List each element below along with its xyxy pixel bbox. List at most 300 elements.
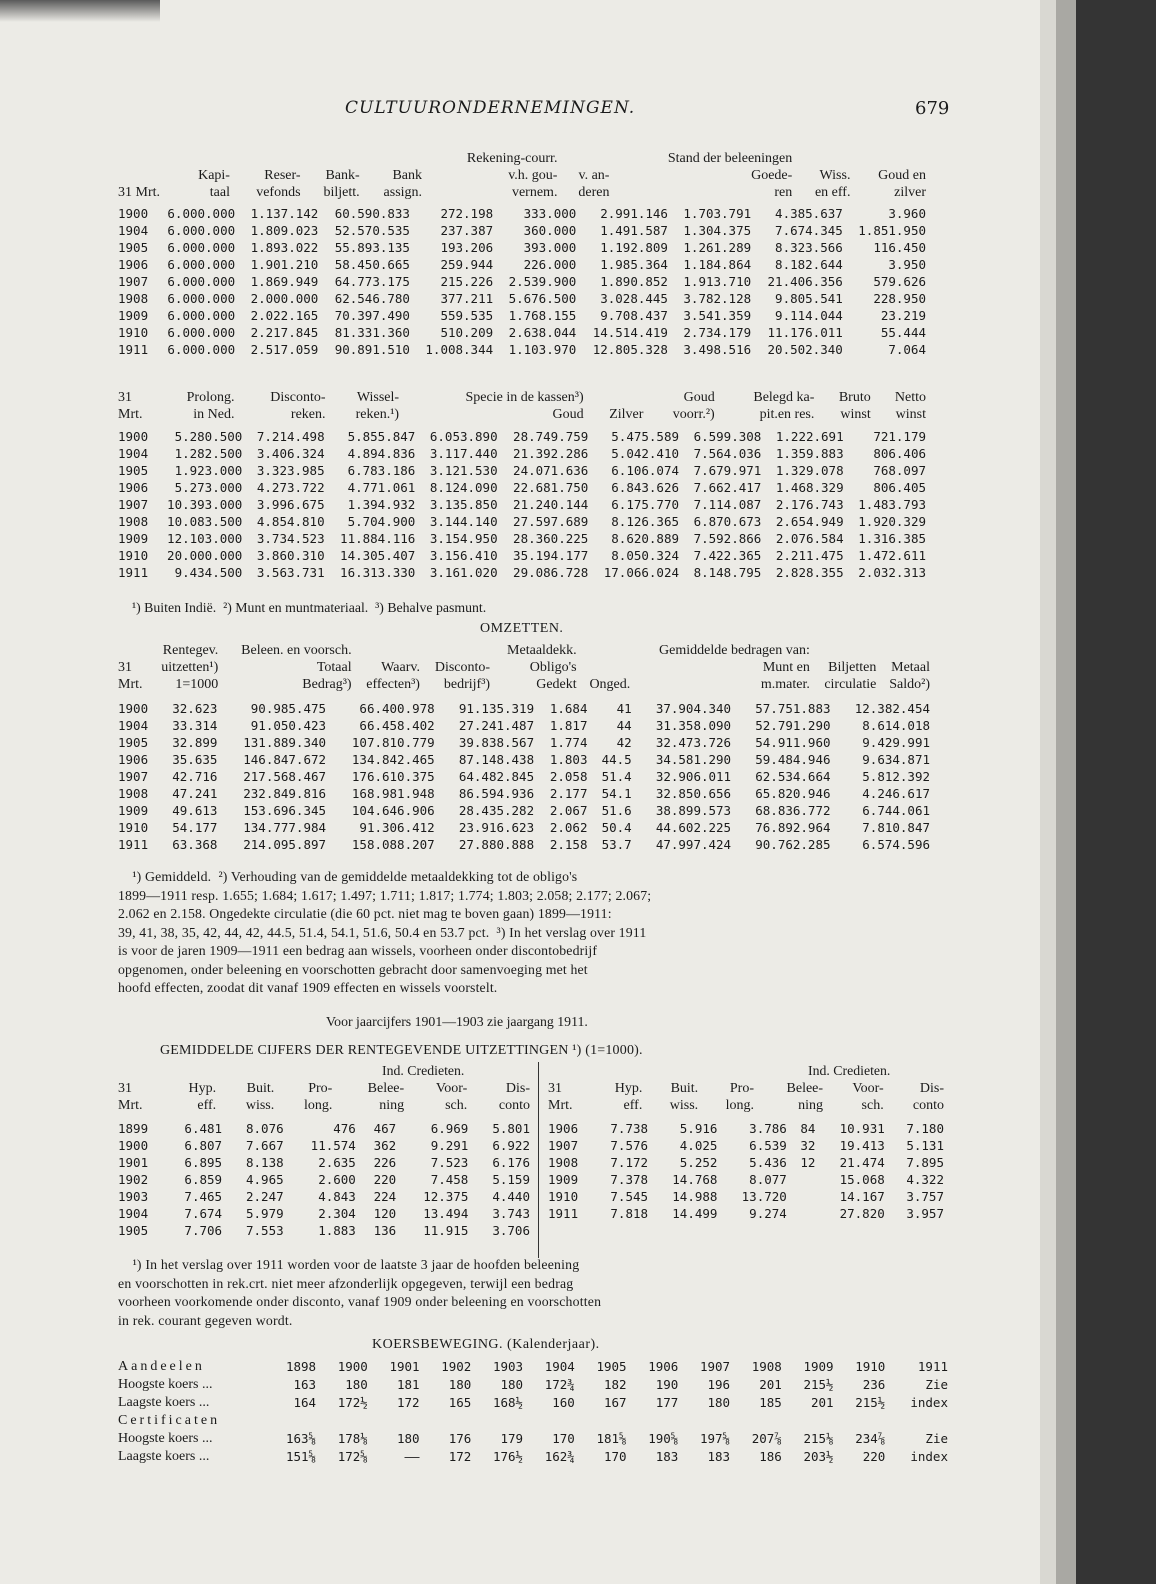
- table-cell: 16.313.330: [340, 565, 416, 580]
- table-cell: 160: [552, 1395, 575, 1410]
- table-cell: 5.475.589: [611, 429, 680, 444]
- table-cell: 1904: [118, 718, 149, 733]
- table-cell: [420, 642, 490, 659]
- table-cell: 203½: [803, 1449, 834, 1464]
- table-cell: Mrt.: [118, 677, 143, 692]
- table-cell: 44: [616, 718, 632, 733]
- table-row: [118, 785, 930, 802]
- table-cell: 1910: [548, 1189, 579, 1204]
- table-cell: 170: [552, 1431, 575, 1446]
- table-cell: 27.597.689: [513, 514, 589, 529]
- table-cell: 1908: [118, 786, 149, 801]
- table-cell: 14.305.407: [340, 548, 416, 563]
- table-cell: 5.855.847: [347, 429, 416, 444]
- table-cell: 176½: [492, 1449, 524, 1464]
- table-cell: 136: [373, 1223, 397, 1238]
- table-cell: 3.154.950: [429, 531, 498, 546]
- table-row: [118, 1188, 530, 1205]
- table-cell: 3.541.359: [683, 308, 752, 323]
- table-cell: 3.498.516: [683, 342, 752, 357]
- table-cell: 7.214.498: [256, 429, 325, 444]
- table-cell: Mrt.: [548, 1098, 573, 1113]
- table-cell: 44.5: [601, 752, 632, 767]
- table-cell: 1.261.289: [683, 240, 752, 255]
- table-cell: 1905: [118, 735, 149, 750]
- table-cell: 2.517.059: [250, 342, 319, 357]
- table-cell: 180: [448, 1377, 472, 1392]
- table-cell: 6.599.308: [693, 429, 762, 444]
- table-cell: 5.801: [492, 1121, 530, 1136]
- table-row: [118, 462, 926, 479]
- table-cell: 1.394.932: [347, 497, 416, 512]
- table-cell: Rekening-courr.: [466, 151, 558, 166]
- table-cell: 3.960: [888, 206, 926, 221]
- table-cell: 197⅝: [699, 1431, 731, 1446]
- table-cell: effecten³): [366, 677, 420, 692]
- table-cell: 6.106.074: [611, 463, 680, 478]
- table-cell: 6.859: [184, 1172, 223, 1187]
- table-cell: 2.076.584: [775, 531, 844, 546]
- table-cell: Laagste koers ...: [118, 1449, 210, 1464]
- table-cell: Goud: [552, 407, 584, 422]
- table-cell: 31: [118, 390, 132, 405]
- table-cell: 28.749.759: [513, 429, 589, 444]
- table-cell: vefonds: [256, 185, 301, 200]
- table-cell: 32.850.656: [655, 786, 732, 801]
- table-cell: [678, 1412, 730, 1430]
- table-cell: Zie: [925, 1377, 948, 1392]
- table-cell: 163⅝: [285, 1431, 317, 1446]
- table-cell: 52.791.290: [755, 718, 831, 733]
- table-cell: Laagste koers ...: [118, 1395, 210, 1410]
- table-row: [118, 290, 926, 307]
- table-row: [118, 1412, 948, 1430]
- table-cell: 11.884.116: [340, 531, 416, 546]
- table-cell: 1907: [699, 1359, 731, 1374]
- gemiddelde-divider: [538, 1062, 539, 1258]
- table-cell: 207⅞: [751, 1431, 782, 1446]
- page-edge: [1040, 0, 1056, 1584]
- table-cell: 4.854.810: [256, 514, 325, 529]
- table-row: [118, 479, 926, 496]
- table-cell: 14.167: [839, 1189, 885, 1204]
- table-cell: 23.916.623: [458, 820, 535, 835]
- header-row: [118, 184, 926, 201]
- table-cell: 6.000.000: [167, 342, 236, 357]
- table-cell: reken.: [290, 407, 326, 422]
- header-row: [118, 659, 930, 676]
- table-cell: 1904: [544, 1359, 575, 1374]
- table-cell: 1.008.344: [425, 342, 494, 357]
- table-row: [118, 513, 926, 530]
- table1-header: [118, 150, 926, 201]
- table-row: [118, 1154, 530, 1171]
- table-cell: 5.159: [492, 1172, 530, 1187]
- table-cell: 42.716: [172, 769, 218, 784]
- omzetten-title: OMZETTEN.: [480, 621, 564, 636]
- table-cell: 66.458.402: [359, 718, 435, 733]
- table-cell: 4.965: [246, 1172, 284, 1187]
- table-cell: Belee-: [367, 1081, 405, 1096]
- table-cell: 1.304.375: [683, 223, 752, 238]
- table-cell: 190⅝: [648, 1431, 679, 1446]
- table-cell: 1.809.023: [250, 223, 319, 238]
- table-row: [118, 1222, 530, 1239]
- header-row: [118, 167, 926, 184]
- table-cell: [352, 642, 420, 659]
- table-cell: 13.494: [423, 1206, 469, 1221]
- table-cell: 2.217.845: [250, 325, 319, 340]
- table-cell: 90.985.475: [250, 701, 327, 716]
- table-cell: 333.000: [523, 206, 577, 221]
- table-cell: 9.291: [430, 1138, 469, 1153]
- table-cell: 1901: [389, 1359, 420, 1374]
- table-cell: [730, 1412, 782, 1430]
- table2-header: [118, 389, 926, 423]
- table-cell: 51.6: [601, 803, 632, 818]
- table-cell: 1904: [118, 1206, 149, 1221]
- gemiddelde-title: GEMIDDELDE CIJFERS DER RENTEGEVENDE UITZETTINGEN ¹) (1=1000).: [160, 1043, 643, 1058]
- table-cell: 11.176.011: [767, 325, 843, 340]
- table-cell: deren: [578, 185, 610, 200]
- table-cell: 170: [603, 1449, 627, 1464]
- table-cell: 17.066.024: [603, 565, 680, 580]
- table-cell: 1910: [855, 1359, 886, 1374]
- table-cell: Totaal: [316, 660, 352, 675]
- gemiddelde-left-table: [118, 1120, 530, 1239]
- table-cell: 6.000.000: [167, 240, 236, 255]
- book-binding: [1076, 0, 1156, 1584]
- table-cell: 181⅝: [596, 1431, 627, 1446]
- table-cell: zilver: [894, 185, 926, 200]
- table-cell: 57.751.883: [755, 701, 831, 716]
- table-cell: Beleen. en voorsch.: [241, 643, 352, 658]
- table-cell: 2.211.475: [775, 548, 844, 563]
- table-cell: 6.539: [749, 1138, 787, 1153]
- table-cell: 7.679.971: [693, 463, 762, 478]
- table-cell: 5.252: [679, 1155, 718, 1170]
- table-cell: 1906: [118, 752, 149, 767]
- table-cell: Hyp.: [614, 1081, 643, 1096]
- table-cell: 1909: [548, 1172, 579, 1187]
- table-cell: 180: [345, 1377, 368, 1392]
- table-cell: 2.022.165: [250, 308, 319, 323]
- table-cell: 1906: [118, 257, 149, 272]
- table-cell: 1907: [118, 274, 149, 289]
- table-cell: 215½: [855, 1395, 886, 1410]
- table-cell: 6.895: [184, 1155, 223, 1170]
- table-cell: 1902: [118, 1172, 149, 1187]
- table-cell: [118, 150, 177, 167]
- table-cell: 5.273.000: [174, 480, 243, 495]
- table-cell: 5.280.500: [174, 429, 243, 444]
- table-cell: 579.626: [873, 274, 926, 289]
- table-cell: 183: [707, 1449, 731, 1464]
- table-row: [118, 1171, 530, 1188]
- table-cell: 10.393.000: [167, 497, 243, 512]
- header-row: [548, 1097, 944, 1114]
- table-cell: 1905: [596, 1359, 627, 1374]
- table-cell: ren: [774, 185, 793, 200]
- table-cell: Belegd ka-: [753, 390, 815, 405]
- table-cell: 7.895: [906, 1155, 944, 1170]
- table-cell: Zilver: [609, 407, 644, 422]
- table-cell: 6.807: [184, 1138, 223, 1153]
- table-cell: Waarv.: [381, 660, 420, 675]
- table-cell: 9.429.991: [862, 735, 930, 750]
- table-cell: 33.314: [172, 718, 218, 733]
- table-cell: 1911: [118, 342, 149, 357]
- table-cell: 5.042.410: [611, 446, 680, 461]
- table-cell: 1.316.385: [858, 531, 926, 546]
- table-cell: 1907: [118, 769, 149, 784]
- table-cell: 134.777.984: [243, 820, 327, 835]
- table-cell: sch.: [445, 1098, 468, 1113]
- table-cell: 362: [373, 1138, 397, 1153]
- table-cell: 1.985.364: [600, 257, 668, 272]
- table-cell: 3.144.140: [429, 514, 498, 529]
- table-cell: 5.812.392: [862, 769, 930, 784]
- table-cell: [264, 1412, 316, 1430]
- table-row: [118, 256, 926, 273]
- table-cell: 1900: [118, 206, 149, 221]
- table-cell: 186: [759, 1449, 782, 1464]
- table-cell: [368, 1412, 420, 1430]
- table-cell: 510.209: [440, 325, 494, 340]
- table-cell: index: [910, 1395, 948, 1410]
- table-cell: 215.226: [440, 274, 494, 289]
- table-cell: 1906: [118, 480, 149, 495]
- table-cell: [787, 1188, 816, 1205]
- table-cell: 28.435.282: [458, 803, 535, 818]
- table-row: [118, 341, 926, 358]
- table-cell: eff.: [197, 1098, 217, 1113]
- table-cell: 2.635: [318, 1155, 356, 1170]
- table-cell: 6.000.000: [167, 223, 236, 238]
- table-cell: Bank-: [325, 168, 360, 183]
- table-cell: 2.067: [549, 803, 588, 818]
- table-cell: 2.032.313: [858, 565, 926, 580]
- table-cell: 153.696.345: [243, 803, 327, 818]
- table-cell: [876, 642, 930, 659]
- table-cell: Voor-: [852, 1081, 884, 1096]
- table-cell: 1906: [648, 1359, 679, 1374]
- table-cell: bedrijf³): [443, 677, 491, 692]
- table-cell: 7.674.345: [775, 223, 843, 238]
- gemiddelde-notes: ¹) In het verslag over 1911 worden voor de laatste 3 jaar de hoofden beleening en voorschotten in rek.crt. niet meer afzonderlijk opgegeven, terwijl een bedrag voorheen voorkomende onder disconto, vanaf 1909 onder beleening en voorschotten in rek. courant gegeven wordt.: [118, 1257, 602, 1328]
- table-cell: 6.574.596: [862, 837, 930, 852]
- header-row: [118, 150, 926, 167]
- table-cell: 1910: [118, 325, 149, 340]
- table-cell: Aandeelen: [118, 1359, 205, 1374]
- table-cell: 162¾: [544, 1449, 575, 1464]
- table-cell: 4.771.061: [347, 480, 416, 495]
- table-cell: 3.323.985: [256, 463, 325, 478]
- table-cell: [523, 1412, 575, 1430]
- table-row: [118, 307, 926, 324]
- table-cell: v.h. gou-: [508, 168, 558, 183]
- table-cell: 1910: [118, 548, 149, 563]
- table-cell: ning: [798, 1098, 824, 1113]
- table-cell: 217.568.467: [243, 769, 327, 784]
- table-cell: 55.444: [880, 325, 926, 340]
- table-cell: 179: [500, 1431, 524, 1446]
- table-cell: 7.667: [246, 1138, 284, 1153]
- table-row: [548, 1188, 944, 1205]
- table-cell: 559.535: [440, 308, 494, 323]
- page-number: 679: [915, 98, 950, 119]
- table-cell: Metaal: [891, 660, 930, 675]
- table-cell: 1.472.611: [858, 548, 926, 563]
- table-cell: Pro-: [308, 1081, 333, 1096]
- table-row: [548, 1205, 944, 1222]
- table-cell: 32.906.011: [655, 769, 732, 784]
- table-cell: 7.810.847: [862, 820, 930, 835]
- table-cell: conto: [912, 1098, 944, 1113]
- table-row: [118, 205, 926, 222]
- table-cell: 158.088.207: [351, 837, 435, 852]
- table-cell: 4.440: [492, 1189, 530, 1204]
- table-cell: 53.7: [601, 837, 632, 852]
- table-cell: 172: [396, 1395, 420, 1410]
- table-cell: 1898: [285, 1359, 317, 1374]
- table-cell: 214.095.897: [243, 837, 327, 852]
- table-cell: 9.805.541: [775, 291, 843, 306]
- table-cell: assign.: [383, 185, 423, 200]
- table-cell: 8.614.018: [862, 718, 930, 733]
- table-cell: 1907: [548, 1138, 579, 1153]
- table-cell: pit.en res.: [759, 407, 815, 422]
- table-cell: 51.4: [601, 769, 632, 784]
- table-cell: 180: [500, 1377, 524, 1392]
- table-cell: 6.000.000: [167, 274, 236, 289]
- table-cell: 1904: [118, 446, 149, 461]
- table-cell: 59.484.946: [755, 752, 831, 767]
- table-cell: Hoogste koers ...: [118, 1431, 213, 1446]
- table-cell: 1.137.142: [250, 206, 319, 221]
- table-cell: 2.638.044: [508, 325, 577, 340]
- table-cell: 7.172: [610, 1155, 649, 1170]
- table-cell: 11.915: [423, 1223, 469, 1238]
- table-row: [548, 1137, 944, 1154]
- gemiddelde-right-sublabel: Ind. Credieten.: [808, 1063, 891, 1078]
- table-cell: 12.103.000: [167, 531, 243, 546]
- table-cell: [792, 150, 850, 167]
- table-row: [118, 564, 926, 581]
- table-cell: 1.893.022: [250, 240, 319, 255]
- table-cell: 1900: [118, 429, 149, 444]
- table-cell: 7.378: [610, 1172, 649, 1187]
- table-cell: 164: [293, 1395, 317, 1410]
- table-cell: 1.184.864: [683, 257, 752, 272]
- table-cell: 168½: [492, 1395, 524, 1410]
- table-cell: Onged.: [589, 677, 631, 692]
- table-cell: 215½: [803, 1377, 834, 1392]
- table-cell: 7.064: [888, 342, 926, 357]
- table-cell: 3.121.530: [429, 463, 498, 478]
- table-cell: long.: [725, 1098, 755, 1113]
- table-cell: [584, 389, 644, 406]
- table-cell: 84: [800, 1121, 816, 1136]
- table-cell: 14.499: [672, 1206, 718, 1221]
- table-cell: 2.176.743: [775, 497, 844, 512]
- table-cell: 1.684: [549, 701, 588, 716]
- table-cell: 2.062: [549, 820, 588, 835]
- scan-shadow: [0, 0, 160, 22]
- header-row: [118, 406, 926, 423]
- table-cell: 1.468.329: [775, 480, 844, 495]
- table-cell: 47.241: [172, 786, 218, 801]
- table-row: [118, 802, 930, 819]
- table-cell: 172: [448, 1449, 472, 1464]
- table-cell: 180: [396, 1431, 420, 1446]
- table-cell: 259.944: [440, 257, 494, 272]
- table-cell: 66.400.978: [359, 701, 435, 716]
- table-cell: 29.086.728: [513, 565, 589, 580]
- table-cell: ning: [379, 1098, 405, 1113]
- table-cell: Zie: [925, 1431, 948, 1446]
- table-cell: 8.050.324: [611, 548, 680, 563]
- table-cell: [787, 1171, 816, 1188]
- table-cell: 87.148.438: [458, 752, 535, 767]
- table-cell: 104.646.906: [351, 803, 435, 818]
- table-cell: 31: [118, 1081, 132, 1096]
- table-cell: Bedrag³): [302, 677, 352, 692]
- table-cell: 190: [655, 1377, 679, 1392]
- table-cell: 1909: [803, 1359, 834, 1374]
- table-cell: [118, 167, 177, 184]
- table-cell: 2.734.179: [683, 325, 752, 340]
- table-cell: 60.590.833: [334, 206, 410, 221]
- table-cell: [177, 150, 230, 167]
- table-cell: [577, 659, 631, 676]
- table-cell: 1.282.500: [174, 446, 243, 461]
- table-cell: 86.594.936: [458, 786, 535, 801]
- table-cell: Bruto: [838, 390, 871, 405]
- table-cell: [810, 642, 877, 659]
- table-cell: Prolong.: [186, 390, 235, 405]
- header-row: [548, 1080, 944, 1097]
- table-cell: 1.222.691: [775, 429, 844, 444]
- table-cell: 32.473.726: [655, 735, 732, 750]
- table-cell: 8.138: [246, 1155, 284, 1170]
- table-cell: 1908: [751, 1359, 782, 1374]
- table-cell: 167: [603, 1395, 627, 1410]
- table-cell: Certificaten: [118, 1413, 221, 1428]
- table-cell: 1.491.587: [600, 223, 668, 238]
- table-cell: [782, 1412, 834, 1430]
- table-cell: 1.192.809: [600, 240, 668, 255]
- table-row: [118, 836, 930, 853]
- table-cell: 54.1: [601, 786, 632, 801]
- table-cell: wiss.: [245, 1098, 275, 1113]
- table-row: [118, 1430, 948, 1448]
- table-cell: Pro-: [729, 1081, 755, 1096]
- table-cell: 6.175.770: [611, 497, 680, 512]
- table-cell: 31: [118, 660, 132, 675]
- table-cell: 1=1000: [175, 677, 219, 692]
- table-cell: 1911: [917, 1359, 948, 1374]
- table-cell: 54.177: [172, 820, 218, 835]
- table-cell: 20.000.000: [167, 548, 243, 563]
- table-row: [548, 1171, 944, 1188]
- table-cell: 12.375: [423, 1189, 469, 1204]
- table1: [118, 205, 926, 358]
- table-cell: 120: [373, 1206, 397, 1221]
- table-cell: 1.901.210: [250, 257, 319, 272]
- table-cell: 8.077: [749, 1172, 787, 1187]
- table-cell: 35.635: [172, 752, 218, 767]
